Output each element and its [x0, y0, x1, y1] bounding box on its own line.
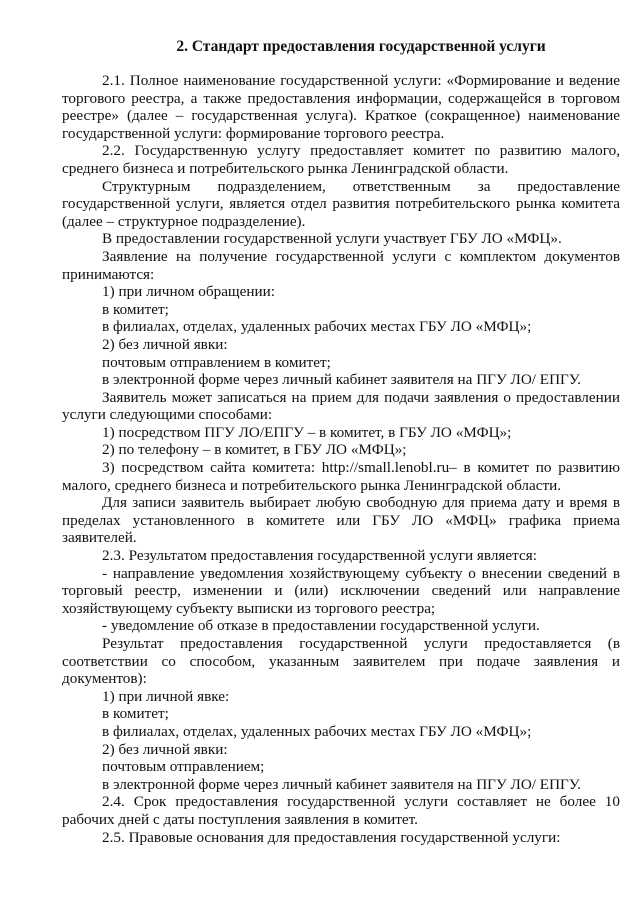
paragraph: - направление уведомления хозяйствующему субъекту о внесении сведений в торговый реестр, изменении и (или) исключении сведений или направление хозяйствующему субъекту выписки из торгового реестра; [62, 564, 620, 617]
list-line: в комитет; [102, 705, 169, 723]
list-line: в филиалах, отделах, удаленных рабочих местах ГБУ ЛО «МФЦ»; [102, 722, 532, 740]
paragraph: Результат предоставления государственной услуги предоставляется (в соответствии со способом, указанным заявителем при подаче заявления и документов): [62, 635, 620, 688]
paragraph: - уведомление об отказе в предоставлении государственной услуги. [102, 617, 540, 635]
list-line: почтовым отправлением в комитет; [102, 353, 331, 371]
list-line: 2) без личной явки: [102, 740, 228, 758]
paragraph: В предоставлении государственной услуги участвует ГБУ ЛО «МФЦ». [102, 230, 562, 248]
paragraph: 2.3. Результатом предоставления государственной услуги является: [102, 547, 537, 565]
list-line: 1) при личном обращении: [102, 283, 275, 301]
list-line: в комитет; [102, 300, 169, 318]
document-body [62, 72, 620, 846]
list-line: 2) по телефону – в комитет, в ГБУ ЛО «МФЦ»; [102, 441, 407, 459]
paragraph: 3) посредством сайта комитета: http://small.lenobl.ru– в комитет по развитию малого, среднего бизнеса и потребительского рынка Ленинградской области. [62, 459, 620, 494]
paragraph: Для записи заявитель выбирает любую свободную для приема дату и время в пределах установленного в комитете или ГБУ ЛО «МФЦ» графика приема заявителей. [62, 494, 620, 547]
document-page [62, 38, 620, 846]
paragraph: Заявитель может записаться на прием для подачи заявления о предоставлении услуги следующими способами: [62, 388, 620, 424]
list-line: 1) при личной явке: [102, 687, 230, 705]
list-line: почтовым отправлением; [102, 758, 265, 776]
list-line: в электронной форме через личный кабинет заявителя на ПГУ ЛО/ ЕПГУ. [102, 371, 581, 389]
paragraph: 2.2. Государственную услугу предоставляет комитет по развитию малого, среднего бизнеса и потребительского рынка Ленинградской области. [62, 142, 620, 177]
list-line: 1) посредством ПГУ ЛО/ЕПГУ – в комитет, в ГБУ ЛО «МФЦ»; [102, 423, 512, 441]
paragraph: 2.1. Полное наименование государственной услуги: «Формирование и ведение торгового реестра, а также предоставления информации, содержащейся в торговом реестре» (далее – государственная услуга). Краткое (сокращенное) наименование государственной услуги: формирование торгового реестра. [62, 72, 620, 142]
paragraph: Структурным подразделением, ответственным за предоставление государственной услуги, является отдел развития потребительского рынка комитета (далее – структурное подразделение). [62, 177, 620, 230]
list-line: в филиалах, отделах, удаленных рабочих местах ГБУ ЛО «МФЦ»; [102, 318, 532, 336]
list-line: 2) без личной явки: [102, 335, 228, 353]
paragraph: 2.5. Правовые основания для предоставления государственной услуги: [102, 828, 561, 846]
list-line: в электронной форме через личный кабинет заявителя на ПГУ ЛО/ ЕПГУ. [102, 775, 581, 793]
paragraph: Заявление на получение государственной услуги с комплектом документов принимаются: [62, 247, 620, 283]
section-title: 2. Стандарт предоставления государственной услуги [176, 38, 546, 55]
paragraph: 2.4. Срок предоставления государственной услуги составляет не более 10 рабочих дней с даты поступления заявления в комитет. [62, 793, 620, 828]
